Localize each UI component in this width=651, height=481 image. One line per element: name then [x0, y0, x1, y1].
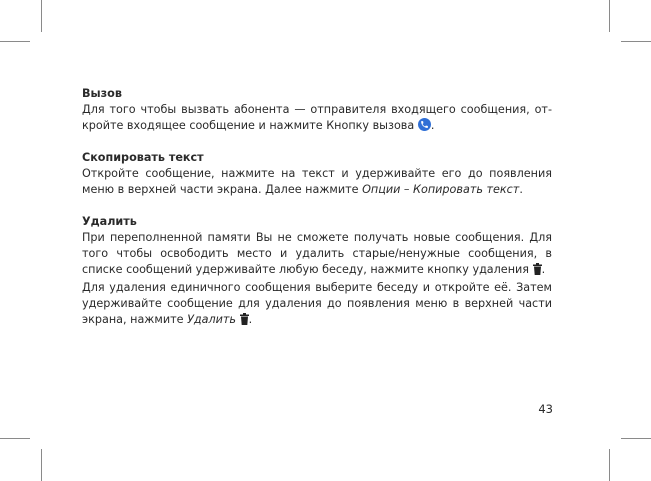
section-paragraph — [82, 166, 552, 198]
paragraph-text: Для того чтобы вызвать абонента — отправителя входящего сообщения, от-кройте входящее сообщение и нажмите Кнопку вызова — [82, 103, 552, 132]
paragraph-text: Для удаления единичного сообщения выберите беседу и откройте её. Затем удерживайте сообщение для удаления до появления меню в верхней части экрана, нажмите — [82, 281, 552, 326]
crop-mark-top-right-horizontal — [621, 41, 651, 42]
paragraph-text: Откройте сообщение, нажмите на текст и удерживайте его до появления меню в верхней части экрана. Далее нажмите — [82, 167, 552, 196]
crop-mark-bottom-left-horizontal — [0, 438, 30, 439]
section-paragraph — [82, 230, 552, 280]
trash-icon — [240, 313, 249, 330]
menu-path-text: Опции – Копировать текст — [362, 183, 520, 196]
section-heading: Вызов — [82, 87, 122, 100]
crop-mark-top-left-vertical — [41, 0, 42, 32]
phone-icon — [418, 118, 431, 131]
menu-item-text: Удалить — [187, 313, 237, 326]
section-paragraph — [82, 102, 552, 134]
crop-mark-bottom-left-vertical — [41, 449, 42, 481]
paragraph-tail: . — [430, 119, 435, 132]
section-heading: Скопировать текст — [82, 151, 204, 164]
section-heading: Удалить — [82, 215, 137, 228]
section-call — [82, 86, 552, 134]
page-number: 43 — [538, 402, 553, 416]
section-delete — [82, 214, 552, 330]
paragraph-tail: . — [519, 183, 523, 196]
section-copy-text — [82, 150, 552, 198]
section-paragraph — [82, 280, 552, 330]
page-content — [82, 86, 552, 346]
crop-mark-bottom-right-horizontal — [621, 438, 651, 439]
trash-icon — [533, 263, 542, 280]
crop-mark-top-left-horizontal — [0, 41, 30, 42]
paragraph-tail: . — [248, 313, 253, 326]
crop-mark-top-right-vertical — [609, 0, 610, 32]
crop-mark-bottom-right-vertical — [609, 449, 610, 481]
paragraph-tail: . — [541, 263, 546, 276]
paragraph-text: При переполненной памяти Вы не сможете получать новые сообщения. Для того чтобы освободить место и удалить старые/ненужные сообщения, в списке сообщений удерживайте любую беседу, нажмите кнопку удаления — [82, 231, 552, 276]
